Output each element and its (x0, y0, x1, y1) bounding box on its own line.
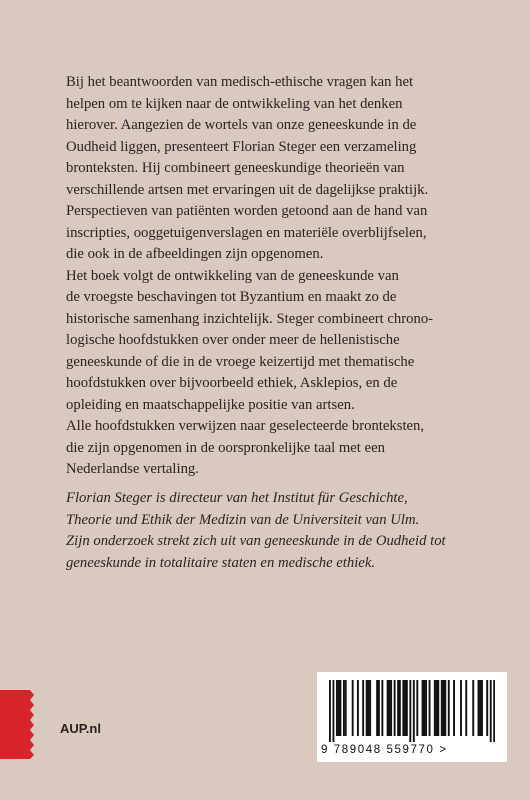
barcode-bar (479, 680, 481, 736)
barcode-bar (422, 680, 424, 736)
barcode-bar (434, 680, 436, 736)
barcode-bar (437, 680, 439, 736)
blurb-line: die zijn opgenomen in de oorspronkelijke taal met een (66, 439, 385, 456)
blurb-line: de vroegste beschavingen tot Byzantium en maakt zo de (66, 289, 397, 305)
blurb-line: Perspectieven van patiënten worden getoond aan de hand van (66, 203, 428, 219)
blurb-line: historische samenhang inzichtelijk. Steger combineert chrono- (66, 310, 434, 327)
barcode-bar (378, 680, 380, 736)
blurb-line: logische hoofdstukken over onder meer de hellenistische (66, 332, 400, 348)
barcode-bar (336, 680, 338, 736)
barcode-bar (486, 680, 488, 736)
barcode-bar (339, 680, 341, 736)
barcode-bar (388, 680, 390, 736)
blurb-line: Nederlandse vertaling. (66, 461, 199, 477)
barcode-bar (413, 680, 415, 742)
barcode-bar (352, 680, 354, 736)
bio-line: geneeskunde in totalitaire staten en medische ethiek. (66, 554, 376, 571)
isbn-barcode (317, 672, 507, 762)
barcode-bar (390, 680, 392, 736)
barcode-bar (376, 680, 378, 736)
barcode-bar (490, 680, 492, 742)
barcode-bar (329, 680, 331, 742)
barcode-bar (357, 680, 359, 736)
blurb-line: inscripties, ooggetuigenverslagen en materiële overblijfselen, (66, 224, 427, 241)
barcode-bar (416, 680, 418, 736)
blurb-line: Het boek volgt de ontwikkeling van de geneeskunde van (66, 267, 399, 284)
barcode-bar (409, 680, 411, 742)
barcode-bar (332, 680, 334, 742)
barcode-bar (448, 680, 450, 736)
barcode-bar (399, 680, 401, 736)
barcode-bar (338, 680, 340, 736)
barcode-bar (345, 680, 347, 736)
bio-line: Florian Steger is directeur van het Institut für Geschichte, (66, 490, 408, 506)
bio-line: Theorie und Ethik der Medizin van de Universiteit van Ulm. (66, 511, 420, 528)
barcode-bar (453, 680, 455, 736)
blurb-line: Bij het beantwoorden van medisch-ethische vragen kan het (66, 74, 414, 90)
barcode-bar (444, 680, 446, 736)
barcode-bar (436, 680, 438, 736)
bio-line: Zijn onderzoek strekt zich uit van geneeskunde in de Oudheid tot (66, 533, 446, 549)
barcode-bar (465, 680, 467, 736)
barcode-bar (387, 680, 389, 736)
barcode-bar (481, 680, 483, 736)
barcode-bar (394, 680, 396, 736)
barcode-bar (460, 680, 462, 736)
blurb-line: bronteksten. Hij combineert geneeskundige theorieën van (66, 160, 405, 176)
blurb-line: opleiding en maatschappelijke positie van artsen. (66, 396, 355, 413)
barcode-bar (478, 680, 480, 736)
blurb-line: verschillende artsen met ervaringen uit de dagelijkse praktijk. (66, 181, 429, 198)
barcode-digits: 9 789048 559770 > (321, 744, 448, 756)
publisher-red-mark (0, 690, 40, 759)
barcode-bar (369, 680, 371, 736)
barcode-bar (343, 680, 345, 736)
barcode-bar (493, 680, 495, 742)
back-cover-blurb (66, 72, 486, 481)
barcode-bar (406, 680, 408, 736)
blurb-line: Oudheid liggen, presenteert Florian Steger een verzameling (66, 138, 417, 155)
blurb-line: Alle hoofdstukken verwijzen naar geselecteerde bronteksten, (66, 418, 425, 434)
barcode-bar (443, 680, 445, 736)
barcode-bar (367, 680, 369, 736)
blurb-line: helpen om te kijken naar de ontwikkeling van het denken (66, 95, 403, 112)
barcode-bar (381, 680, 383, 736)
author-bio (66, 488, 506, 574)
blurb-line: hierover. Aangezien de wortels van onze geneeskunde in de (66, 117, 417, 133)
barcode-bar (429, 680, 431, 736)
blurb-line: geneeskunde of die in de vroege keizertijd met thematische (66, 353, 415, 370)
barcode-bar (366, 680, 368, 736)
barcode-bar (404, 680, 406, 736)
barcode-bar (397, 680, 399, 736)
barcode-bar (425, 680, 427, 736)
publisher-url: AUP.nl (60, 721, 101, 736)
blurb-line: hoofdstukken over bijvoorbeeld ethiek, Asklepios, en de (66, 375, 398, 391)
barcode-bar (423, 680, 425, 736)
barcode-bar (472, 680, 474, 736)
barcode-bar (362, 680, 364, 736)
barcode-bars (329, 680, 495, 742)
barcode-bar (402, 680, 404, 736)
barcode-bar (441, 680, 443, 736)
blurb-line: die ook in de afbeeldingen zijn opgenomen. (66, 246, 324, 262)
